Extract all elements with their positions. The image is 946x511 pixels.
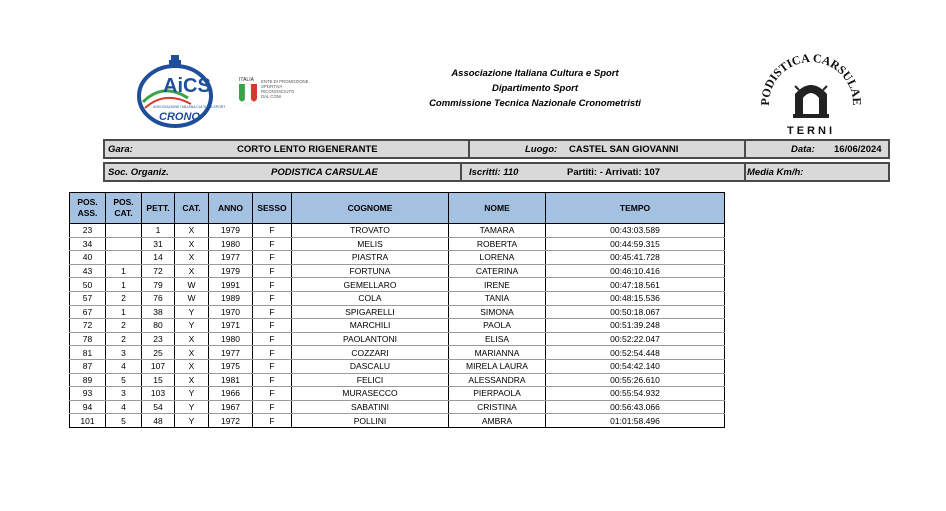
organizer-info-bar	[103, 162, 890, 182]
cell-sesso: F	[253, 332, 292, 346]
cell-anno: 1970	[209, 305, 253, 319]
cell-cat: Y	[175, 400, 209, 414]
cell-pett: 23	[142, 332, 175, 346]
table-row	[70, 224, 725, 238]
cell-anno: 1967	[209, 400, 253, 414]
cell-anno: 1972	[209, 414, 253, 428]
cell-cat: X	[175, 373, 209, 387]
cell-pett: 14	[142, 251, 175, 265]
cell-sesso: F	[253, 251, 292, 265]
data-label: Data:	[791, 144, 815, 155]
cell-tempo: 00:43:03.589	[546, 224, 725, 238]
soc-value: PODISTICA CARSULAE	[271, 167, 378, 178]
table-row	[70, 251, 725, 265]
cell-pos-ass: 93	[70, 387, 106, 401]
race-info-bar	[103, 139, 890, 159]
cell-cat: Y	[175, 305, 209, 319]
cell-anno: 1979	[209, 224, 253, 238]
cell-tempo: 00:47:18.561	[546, 278, 725, 292]
col-header-nome: NOME	[449, 193, 546, 224]
data-value: 16/06/2024	[834, 144, 882, 155]
cell-tempo: 00:55:54.932	[546, 387, 725, 401]
cell-pett: 79	[142, 278, 175, 292]
col-header-anno: ANNO	[209, 193, 253, 224]
cell-pos-cat: 5	[106, 414, 142, 428]
table-row	[70, 414, 725, 428]
cell-cognome: POLLINI	[292, 414, 449, 428]
cell-tempo: 00:48:15.536	[546, 291, 725, 305]
col-header-pos-cat: POS. CAT.	[106, 193, 142, 224]
cell-pett: 38	[142, 305, 175, 319]
cell-nome: TAMARA	[449, 224, 546, 238]
cell-pos-cat: 1	[106, 278, 142, 292]
cell-pos-ass: 67	[70, 305, 106, 319]
cell-pos-ass: 40	[70, 251, 106, 265]
gara-value: CORTO LENTO RIGENERANTE	[237, 144, 378, 155]
iscritti-text: Iscritti: 110	[469, 167, 519, 178]
cell-pos-ass: 57	[70, 291, 106, 305]
cell-pos-cat: 5	[106, 373, 142, 387]
media-label: Media Km/h:	[747, 167, 804, 178]
cell-nome: IRENE	[449, 278, 546, 292]
col-header-pos-ass: POS. ASS.	[70, 193, 106, 224]
cell-nome: MARIANNA	[449, 346, 546, 360]
cell-cat: X	[175, 237, 209, 251]
podistica-carsulae-logo	[755, 50, 865, 140]
table-row	[70, 305, 725, 319]
cell-pos-ass: 72	[70, 319, 106, 333]
italia-text-3: RICONOSCIUTO	[261, 89, 295, 94]
cell-anno: 1966	[209, 387, 253, 401]
cell-pos-cat: 1	[106, 264, 142, 278]
cell-pett: 54	[142, 400, 175, 414]
cell-tempo: 00:45:41.728	[546, 251, 725, 265]
col-header-tempo: TEMPO	[546, 193, 725, 224]
cell-cognome: SPIGARELLI	[292, 305, 449, 319]
cell-pos-ass: 34	[70, 237, 106, 251]
cell-cognome: GEMELLARO	[292, 278, 449, 292]
cell-cognome: MURASECCO	[292, 387, 449, 401]
col-header-cat: CAT.	[175, 193, 209, 224]
cell-cat: W	[175, 291, 209, 305]
cell-anno: 1977	[209, 346, 253, 360]
cell-anno: 1980	[209, 332, 253, 346]
table-row	[70, 264, 725, 278]
cell-pos-ass: 43	[70, 264, 106, 278]
cell-pos-cat: 2	[106, 291, 142, 305]
cell-cognome: COLA	[292, 291, 449, 305]
cell-pos-ass: 50	[70, 278, 106, 292]
cell-tempo: 00:51:39.248	[546, 319, 725, 333]
cell-pos-cat: 4	[106, 359, 142, 373]
bar2-divider-1	[460, 162, 462, 182]
cell-pett: 31	[142, 237, 175, 251]
cell-tempo: 00:55:26.610	[546, 373, 725, 387]
cell-nome: ELISA	[449, 332, 546, 346]
col-header-cognome: COGNOME	[292, 193, 449, 224]
cell-tempo: 00:54:42.140	[546, 359, 725, 373]
col-header-pett: PETT.	[142, 193, 175, 224]
table-row	[70, 237, 725, 251]
cell-tempo: 00:56:43.066	[546, 400, 725, 414]
table-header-row	[70, 193, 725, 224]
cell-tempo: 00:44:59.315	[546, 237, 725, 251]
cell-pos-cat	[106, 224, 142, 238]
cell-anno: 1980	[209, 237, 253, 251]
cell-anno: 1979	[209, 264, 253, 278]
cell-anno: 1975	[209, 359, 253, 373]
cell-anno: 1991	[209, 278, 253, 292]
cell-pos-cat	[106, 251, 142, 265]
italia-text-2: SPORTIVA	[261, 84, 283, 89]
cell-sesso: F	[253, 237, 292, 251]
cell-sesso: F	[253, 305, 292, 319]
cell-sesso: F	[253, 359, 292, 373]
cell-nome: CATERINA	[449, 264, 546, 278]
cell-pett: 25	[142, 346, 175, 360]
cell-cat: X	[175, 346, 209, 360]
cell-pos-ass: 101	[70, 414, 106, 428]
cell-pos-cat: 2	[106, 319, 142, 333]
table-row	[70, 387, 725, 401]
arch-icon	[793, 85, 829, 118]
cell-pett: 15	[142, 373, 175, 387]
cell-cognome: COZZARI	[292, 346, 449, 360]
cell-pos-cat: 3	[106, 346, 142, 360]
bar2-divider-2	[744, 162, 746, 182]
cell-pos-cat: 4	[106, 400, 142, 414]
table-row	[70, 319, 725, 333]
cell-sesso: F	[253, 224, 292, 238]
cell-pett: 1	[142, 224, 175, 238]
cell-nome: ALESSANDRA	[449, 373, 546, 387]
aics-crono-logo	[133, 52, 233, 130]
cell-anno: 1977	[209, 251, 253, 265]
cell-cat: X	[175, 264, 209, 278]
cell-pett: 107	[142, 359, 175, 373]
partiti-arrivati-text: Partiti: - Arrivati: 107	[567, 167, 661, 178]
cell-sesso: F	[253, 278, 292, 292]
col-header-sesso: SESSO	[253, 193, 292, 224]
cell-nome: PIERPAOLA	[449, 387, 546, 401]
organization-header	[400, 66, 670, 111]
cell-cat: Y	[175, 387, 209, 401]
cell-tempo: 00:50:18.067	[546, 305, 725, 319]
cell-pett: 80	[142, 319, 175, 333]
gara-label: Gara:	[108, 144, 133, 155]
cell-cat: X	[175, 251, 209, 265]
results-body	[70, 224, 725, 428]
cell-sesso: F	[253, 319, 292, 333]
results-table	[69, 192, 725, 428]
cell-pos-ass: 94	[70, 400, 106, 414]
cell-anno: 1981	[209, 373, 253, 387]
table-row	[70, 346, 725, 360]
italia-label: ITALIA	[239, 77, 254, 83]
cell-cat: Y	[175, 414, 209, 428]
luogo-label: Luogo:	[525, 144, 558, 155]
cell-cognome: PAOLANTONI	[292, 332, 449, 346]
cell-pos-ass: 87	[70, 359, 106, 373]
cell-cat: X	[175, 359, 209, 373]
italia-text-1: ENTE DI PROMOZIONE	[261, 79, 309, 84]
cell-nome: PAOLA	[449, 319, 546, 333]
cell-pos-cat: 2	[106, 332, 142, 346]
carsulae-city: TERNI	[787, 125, 835, 137]
aics-crono-text: CRONO	[159, 111, 200, 123]
cell-cognome: MELIS	[292, 237, 449, 251]
cell-cat: Y	[175, 319, 209, 333]
cell-anno: 1971	[209, 319, 253, 333]
cell-cognome: PIASTRA	[292, 251, 449, 265]
cell-cognome: SABATINI	[292, 400, 449, 414]
italia-ente-logo	[237, 75, 327, 109]
carsulae-arc-text: PODISTICA CARSULAE	[757, 50, 865, 106]
cell-nome: CRISTINA	[449, 400, 546, 414]
table-row	[70, 332, 725, 346]
cell-pett: 103	[142, 387, 175, 401]
cell-pett: 76	[142, 291, 175, 305]
cell-sesso: F	[253, 264, 292, 278]
luogo-value: CASTEL SAN GIOVANNI	[569, 144, 679, 155]
cell-tempo: 00:52:22.047	[546, 332, 725, 346]
org-line-3: Commissione Tecnica Nazionale Cronometristi	[429, 98, 641, 109]
cell-pos-cat: 3	[106, 387, 142, 401]
cell-nome: ROBERTA	[449, 237, 546, 251]
cell-pett: 72	[142, 264, 175, 278]
table-row	[70, 359, 725, 373]
cell-pos-ass: 23	[70, 224, 106, 238]
aics-wordmark: AiCS	[163, 75, 211, 97]
cell-nome: LORENA	[449, 251, 546, 265]
soc-label: Soc. Organiz.	[108, 167, 169, 178]
cell-pos-ass: 78	[70, 332, 106, 346]
cell-sesso: F	[253, 400, 292, 414]
table-row	[70, 373, 725, 387]
aics-subtitle: ASSOCIAZIONE ITALIANA CULTURA SPORT	[153, 105, 226, 109]
cell-nome: AMBRA	[449, 414, 546, 428]
cell-tempo: 00:46:10.416	[546, 264, 725, 278]
cell-sesso: F	[253, 346, 292, 360]
italia-text-4: DAL CONI	[261, 94, 282, 99]
table-row	[70, 400, 725, 414]
cell-cat: X	[175, 224, 209, 238]
cell-cat: W	[175, 278, 209, 292]
cell-pett: 48	[142, 414, 175, 428]
cell-nome: MIRELA LAURA	[449, 359, 546, 373]
cell-sesso: F	[253, 373, 292, 387]
bar1-divider-1	[468, 139, 470, 159]
cell-nome: SIMONA	[449, 305, 546, 319]
svg-text:PODISTICA CARSULAE	[758, 51, 864, 106]
cell-cognome: DASCALU	[292, 359, 449, 373]
cell-tempo: 00:52:54.448	[546, 346, 725, 360]
cell-pos-ass: 89	[70, 373, 106, 387]
bar1-divider-2	[744, 139, 746, 159]
cell-cognome: TROVATO	[292, 224, 449, 238]
cell-sesso: F	[253, 387, 292, 401]
org-line-2: Dipartimento Sport	[491, 83, 579, 94]
org-line-1: Associazione Italiana Cultura e Sport	[451, 68, 619, 79]
cell-sesso: F	[253, 414, 292, 428]
cell-anno: 1989	[209, 291, 253, 305]
cell-cat: X	[175, 332, 209, 346]
cell-pos-cat: 1	[106, 305, 142, 319]
cell-sesso: F	[253, 291, 292, 305]
cell-pos-cat	[106, 237, 142, 251]
cell-tempo: 01:01:58.496	[546, 414, 725, 428]
cell-nome: TANIA	[449, 291, 546, 305]
cell-cognome: FELICI	[292, 373, 449, 387]
cell-cognome: MARCHILI	[292, 319, 449, 333]
cell-cognome: FORTUNA	[292, 264, 449, 278]
cell-pos-ass: 81	[70, 346, 106, 360]
table-row	[70, 291, 725, 305]
table-row	[70, 278, 725, 292]
